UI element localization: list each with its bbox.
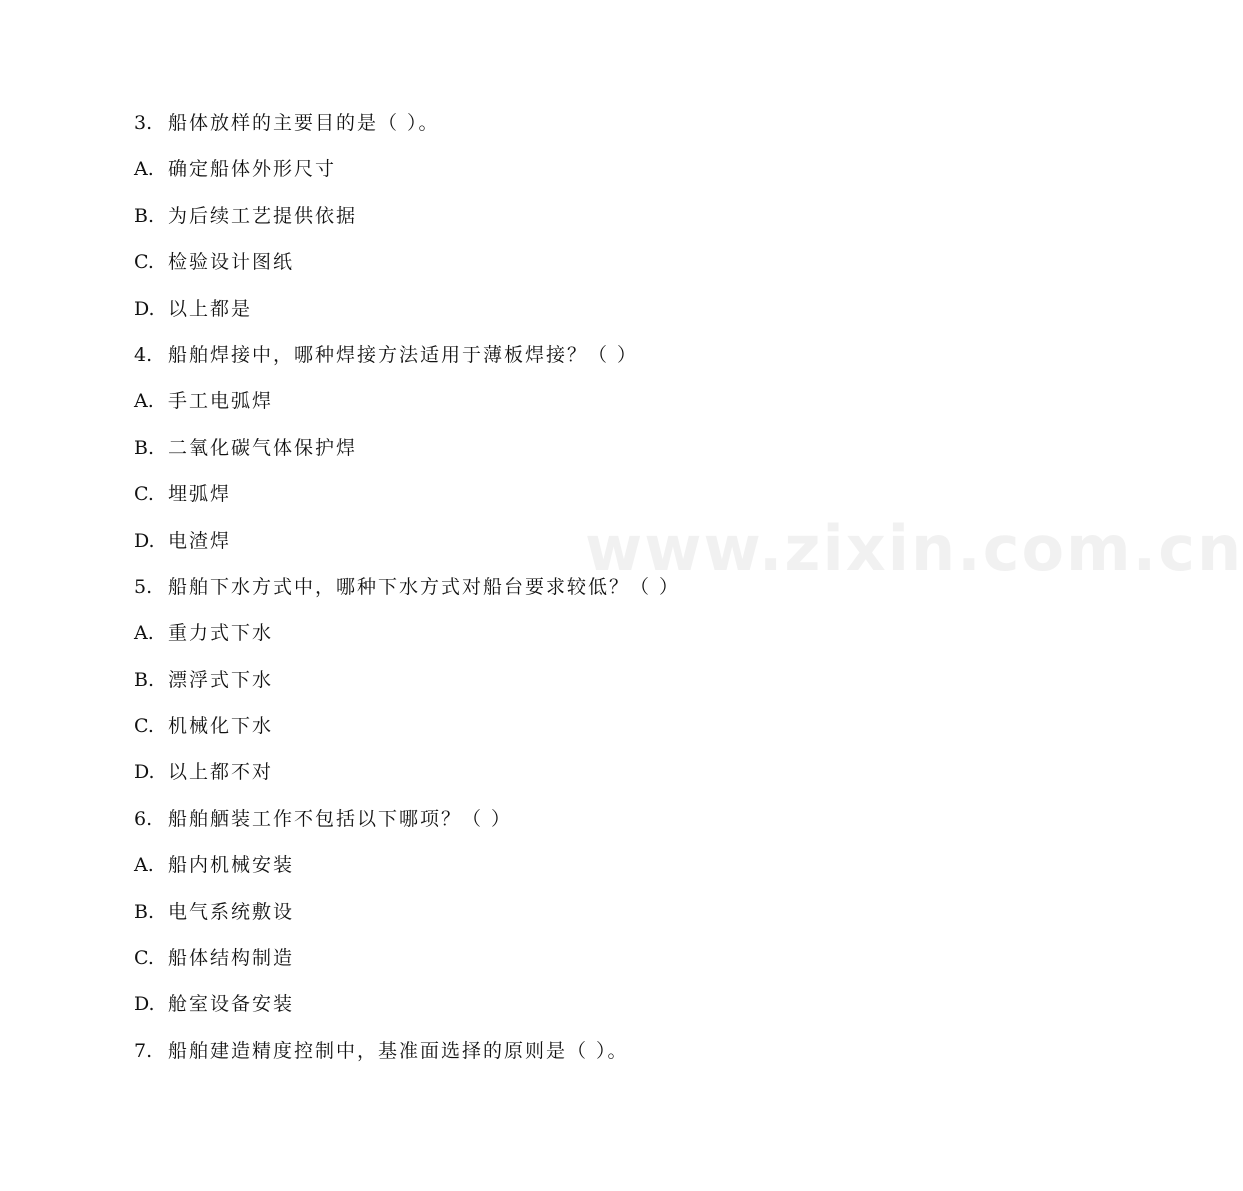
option-b — [134, 896, 854, 942]
option-letter: D. — [134, 761, 155, 784]
question-4 — [134, 339, 854, 385]
question-text: 船舶焊接中，哪种焊接方法适用于薄板焊接？（ ） — [168, 343, 639, 366]
question-text: 船舶舾装工作不包括以下哪项？（ ） — [168, 807, 513, 830]
question-list — [134, 107, 854, 1081]
option-text: 为后续工艺提供依据 — [168, 204, 358, 227]
question-3 — [134, 107, 854, 153]
option-letter: B. — [134, 900, 155, 923]
watermark: www.zixin.com.cn — [585, 512, 1243, 585]
question-number: 4. — [134, 343, 153, 366]
option-text: 重力式下水 — [168, 622, 274, 645]
option-text: 电渣焊 — [168, 529, 232, 552]
option-b — [134, 664, 854, 710]
option-b — [134, 200, 854, 246]
option-letter: A. — [134, 622, 154, 645]
option-letter: D. — [134, 993, 155, 1016]
option-letter: C. — [134, 251, 154, 274]
option-b — [134, 432, 854, 478]
option-letter: A. — [134, 390, 154, 413]
option-letter: D. — [134, 529, 155, 552]
option-a — [134, 385, 854, 431]
option-letter: A. — [134, 158, 154, 181]
option-text: 机械化下水 — [168, 715, 274, 738]
option-d — [134, 988, 854, 1034]
question-7 — [134, 1035, 854, 1081]
option-text: 船体结构制造 — [168, 947, 295, 970]
question-6 — [134, 803, 854, 849]
option-letter: D. — [134, 297, 155, 320]
option-letter: B. — [134, 204, 155, 227]
question-text: 船体放样的主要目的是（ ）。 — [168, 112, 440, 134]
option-text: 检验设计图纸 — [168, 251, 295, 274]
option-text: 以上都不对 — [168, 761, 274, 784]
option-d — [134, 293, 854, 339]
question-text: 船舶下水方式中，哪种下水方式对船台要求较低？（ ） — [168, 575, 681, 598]
option-a — [134, 153, 854, 199]
option-text: 船内机械安装 — [168, 854, 295, 877]
option-text: 舱室设备安装 — [168, 993, 295, 1016]
question-number: 5. — [134, 575, 153, 598]
option-letter: B. — [134, 668, 155, 691]
question-5 — [134, 571, 854, 617]
option-d — [134, 525, 854, 571]
option-c — [134, 710, 854, 756]
option-letter: C. — [134, 947, 154, 970]
option-text: 漂浮式下水 — [168, 668, 274, 691]
option-letter: B. — [134, 436, 155, 459]
option-text: 确定船体外形尺寸 — [168, 158, 337, 181]
question-number: 3. — [134, 112, 153, 134]
option-a — [134, 849, 854, 895]
option-c — [134, 246, 854, 292]
option-text: 手工电弧焊 — [168, 390, 274, 413]
option-letter: C. — [134, 483, 154, 506]
question-number: 6. — [134, 807, 153, 830]
option-text: 电气系统敷设 — [168, 900, 295, 923]
option-d — [134, 756, 854, 802]
option-a — [134, 617, 854, 663]
question-text: 船舶建造精度控制中，基准面选择的原则是（ ）。 — [168, 1039, 629, 1062]
option-letter: A. — [134, 854, 154, 877]
option-text: 以上都是 — [168, 297, 253, 320]
option-letter: C. — [134, 715, 154, 738]
question-number: 7. — [134, 1039, 153, 1062]
option-c — [134, 942, 854, 988]
option-text: 埋弧焊 — [168, 483, 232, 506]
option-c — [134, 478, 854, 524]
option-text: 二氧化碳气体保护焊 — [168, 436, 358, 459]
